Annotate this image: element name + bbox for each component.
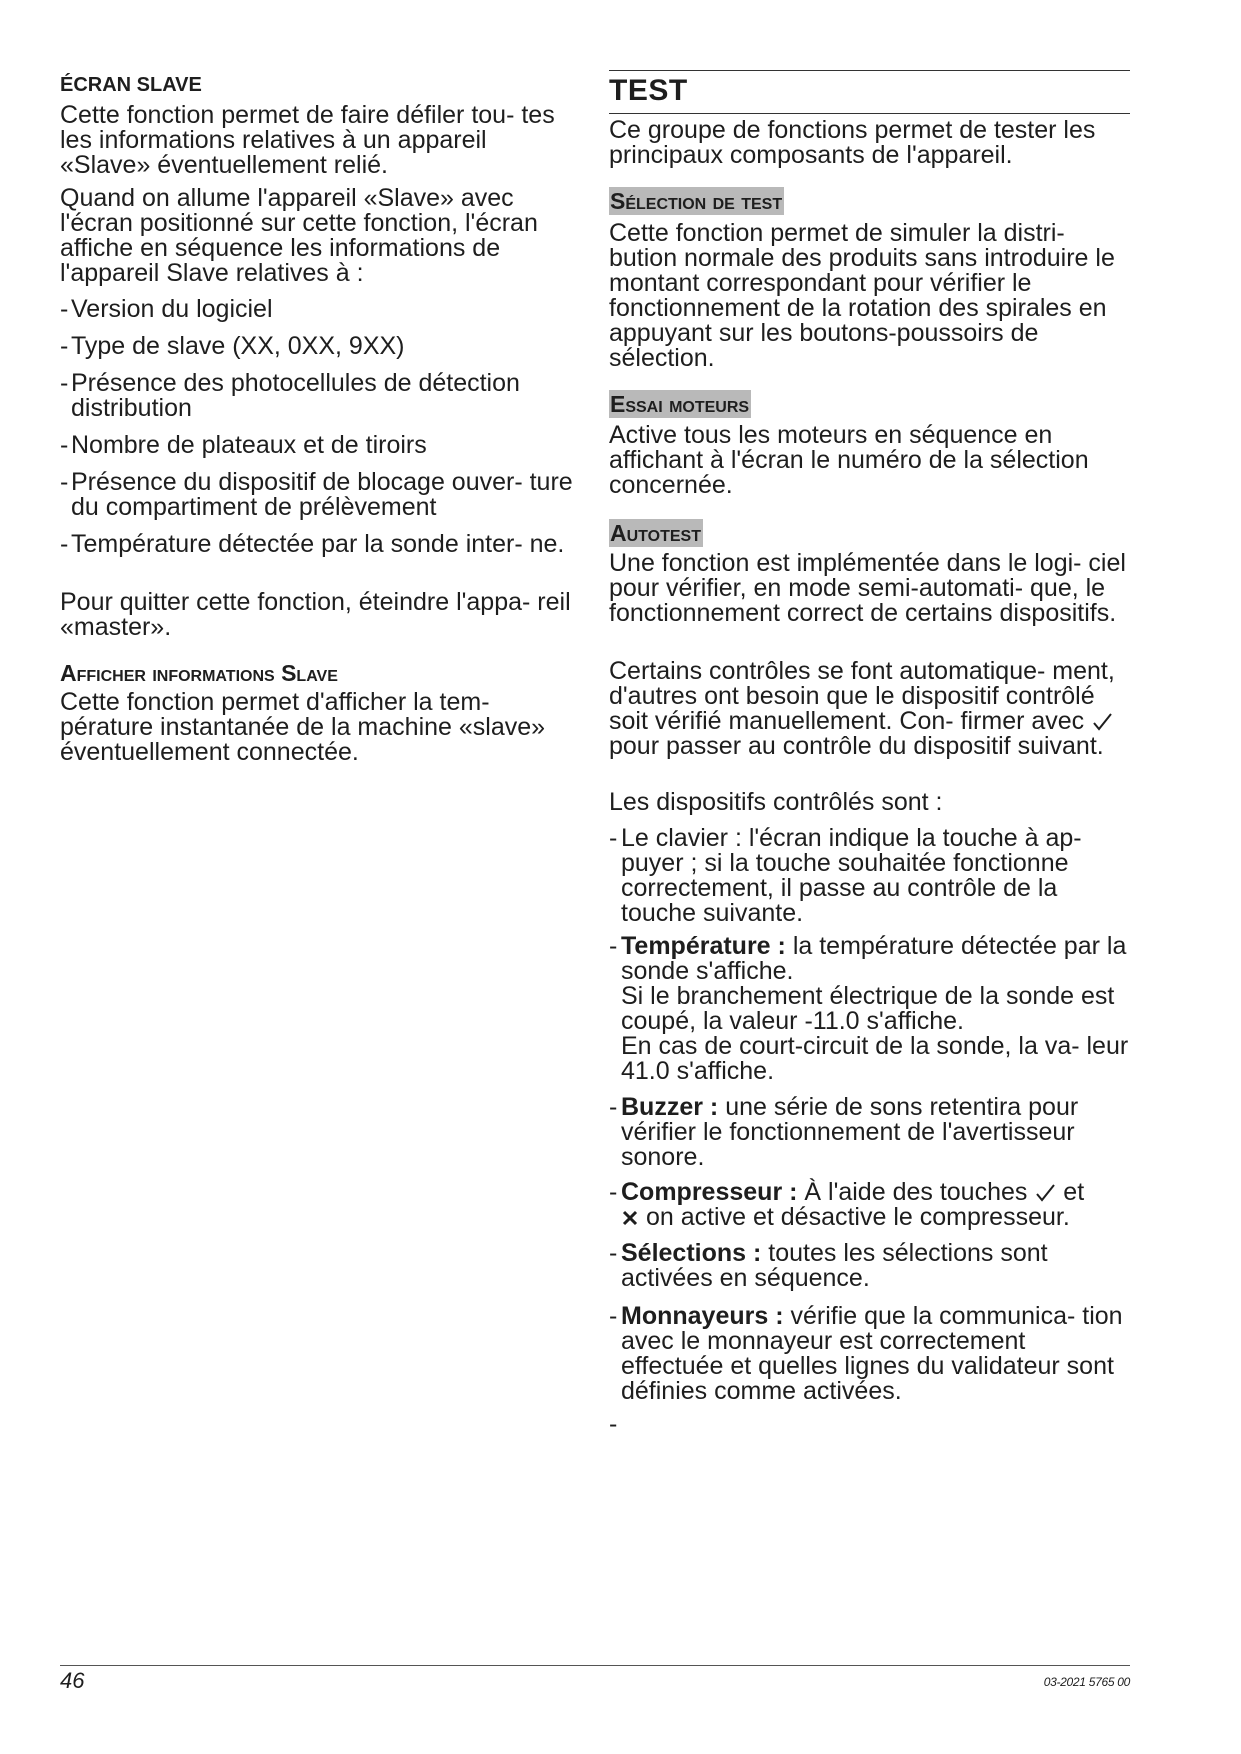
list-item-clavier: - Le clavier : l'écran indique la touche à ap- puyer ; si la touche souhaitée fonctionne correctement, il passe au contrôle de la touche suivante. [609, 824, 1082, 927]
temperature-label: Température : [621, 932, 786, 960]
list-item: - Température détectée par la sonde inter- ne. [60, 530, 565, 558]
cross-icon [621, 1209, 639, 1227]
list-item-selections: - Sélections : toutes les sélections sont activées en séquence. [609, 1239, 1048, 1292]
ecran-slave-paragraph-1: Cette fonction permet de faire défiler tou- tes les informations relatives à un appareil «Slave» éventuellement relié. [60, 101, 555, 179]
ecran-slave-paragraph-3: Pour quitter cette fonction, éteindre l'appa- reil «master». [60, 588, 571, 641]
check-icon [1091, 711, 1113, 733]
list-item: - Version du logiciel [60, 295, 273, 323]
afficher-informations-heading: Afficher informations Slave [60, 660, 338, 686]
page-number: 46 [60, 1668, 85, 1693]
compresseur-label: Compresseur : [621, 1178, 798, 1206]
test-intro-paragraph: Ce groupe de fonctions permet de tester les principaux composants de l'appareil. [609, 116, 1096, 169]
autotest-paragraph-2: Certains contrôles se font automatique- ment, d'autres ont besoin que le dispositif contrôlé soit vérifié manuellement. Con- firmer avec pour passer au contrôle du dispositif suivant. [609, 657, 1115, 760]
essai-moteurs-heading: Essai moteurs [610, 391, 750, 417]
selections-label: Sélections : [621, 1239, 762, 1267]
list-item-temperature: - Température : la température détectée par la sonde s'affiche. Si le branchement électrique de la sonde est coupé, la valeur -11.0 s'affiche. En cas de court-circuit de la sonde, la va- leur 41.0 s'affiche. [609, 932, 1129, 1085]
document-reference: 03-2021 5765 00 [1043, 1675, 1130, 1689]
autotest-paragraph-3: Les dispositifs contrôlés sont : [609, 788, 943, 816]
test-heading: TEST [609, 74, 688, 107]
list-item-buzzer: - Buzzer : une série de sons retentira pour vérifier le fonctionnement de l'avertisseur sonore. [609, 1093, 1079, 1171]
section-top-rule [609, 70, 1130, 71]
list-item: - Nombre de plateaux et de tiroirs [60, 431, 427, 459]
autotest-paragraph-1: Une fonction est implémentée dans le logi- ciel pour vérifier, en mode semi-automati- que, le fonctionnement correct de certains dispositifs. [609, 549, 1126, 627]
list-item-compresseur: - Compresseur : À l'aide des touches et on active et désactive le compresseur. [609, 1178, 1085, 1231]
footer-rule [60, 1665, 1130, 1666]
selection-de-test-paragraph: Cette fonction permet de simuler la distri- bution normale des produits sans introduire le montant correspondant pour vérifier le fonctionnement de la rotation des spirales en appuyant sur les boutons-poussoirs de sélection. [609, 219, 1115, 372]
list-item: - Présence du dispositif de blocage ouver- ture du compartiment de prélèvement [60, 468, 573, 521]
list-item-monnayeurs: - Monnayeurs : vérifie que la communica- tion avec le monnayeur est correctement effectuée et quelles lignes du validateur sont définies comme activées. [609, 1302, 1123, 1405]
ecran-slave-heading: ÉCRAN SLAVE [60, 74, 202, 96]
list-item: - Présence des photocellules de détection distribution [60, 369, 520, 422]
list-item: - Type de slave (XX, 0XX, 9XX) [60, 332, 405, 360]
essai-moteurs-paragraph: Active tous les moteurs en séquence en affichant à l'écran le numéro de la sélection concernée. [609, 421, 1089, 499]
ecran-slave-paragraph-2: Quand on allume l'appareil «Slave» avec l'écran positionné sur cette fonction, l'écran affiche en séquence les informations de l'appareil Slave relatives à : [60, 184, 538, 287]
monnayeurs-label: Monnayeurs : [621, 1302, 784, 1330]
check-icon [1034, 1182, 1056, 1204]
afficher-informations-paragraph: Cette fonction permet d'afficher la tem- pérature instantanée de la machine «slave» éventuellement connectée. [60, 688, 546, 766]
selection-de-test-heading: Sélection de test [610, 188, 783, 214]
section-title-rule [609, 113, 1130, 114]
buzzer-label: Buzzer : [621, 1093, 719, 1121]
autotest-heading: Autotest [610, 520, 701, 546]
